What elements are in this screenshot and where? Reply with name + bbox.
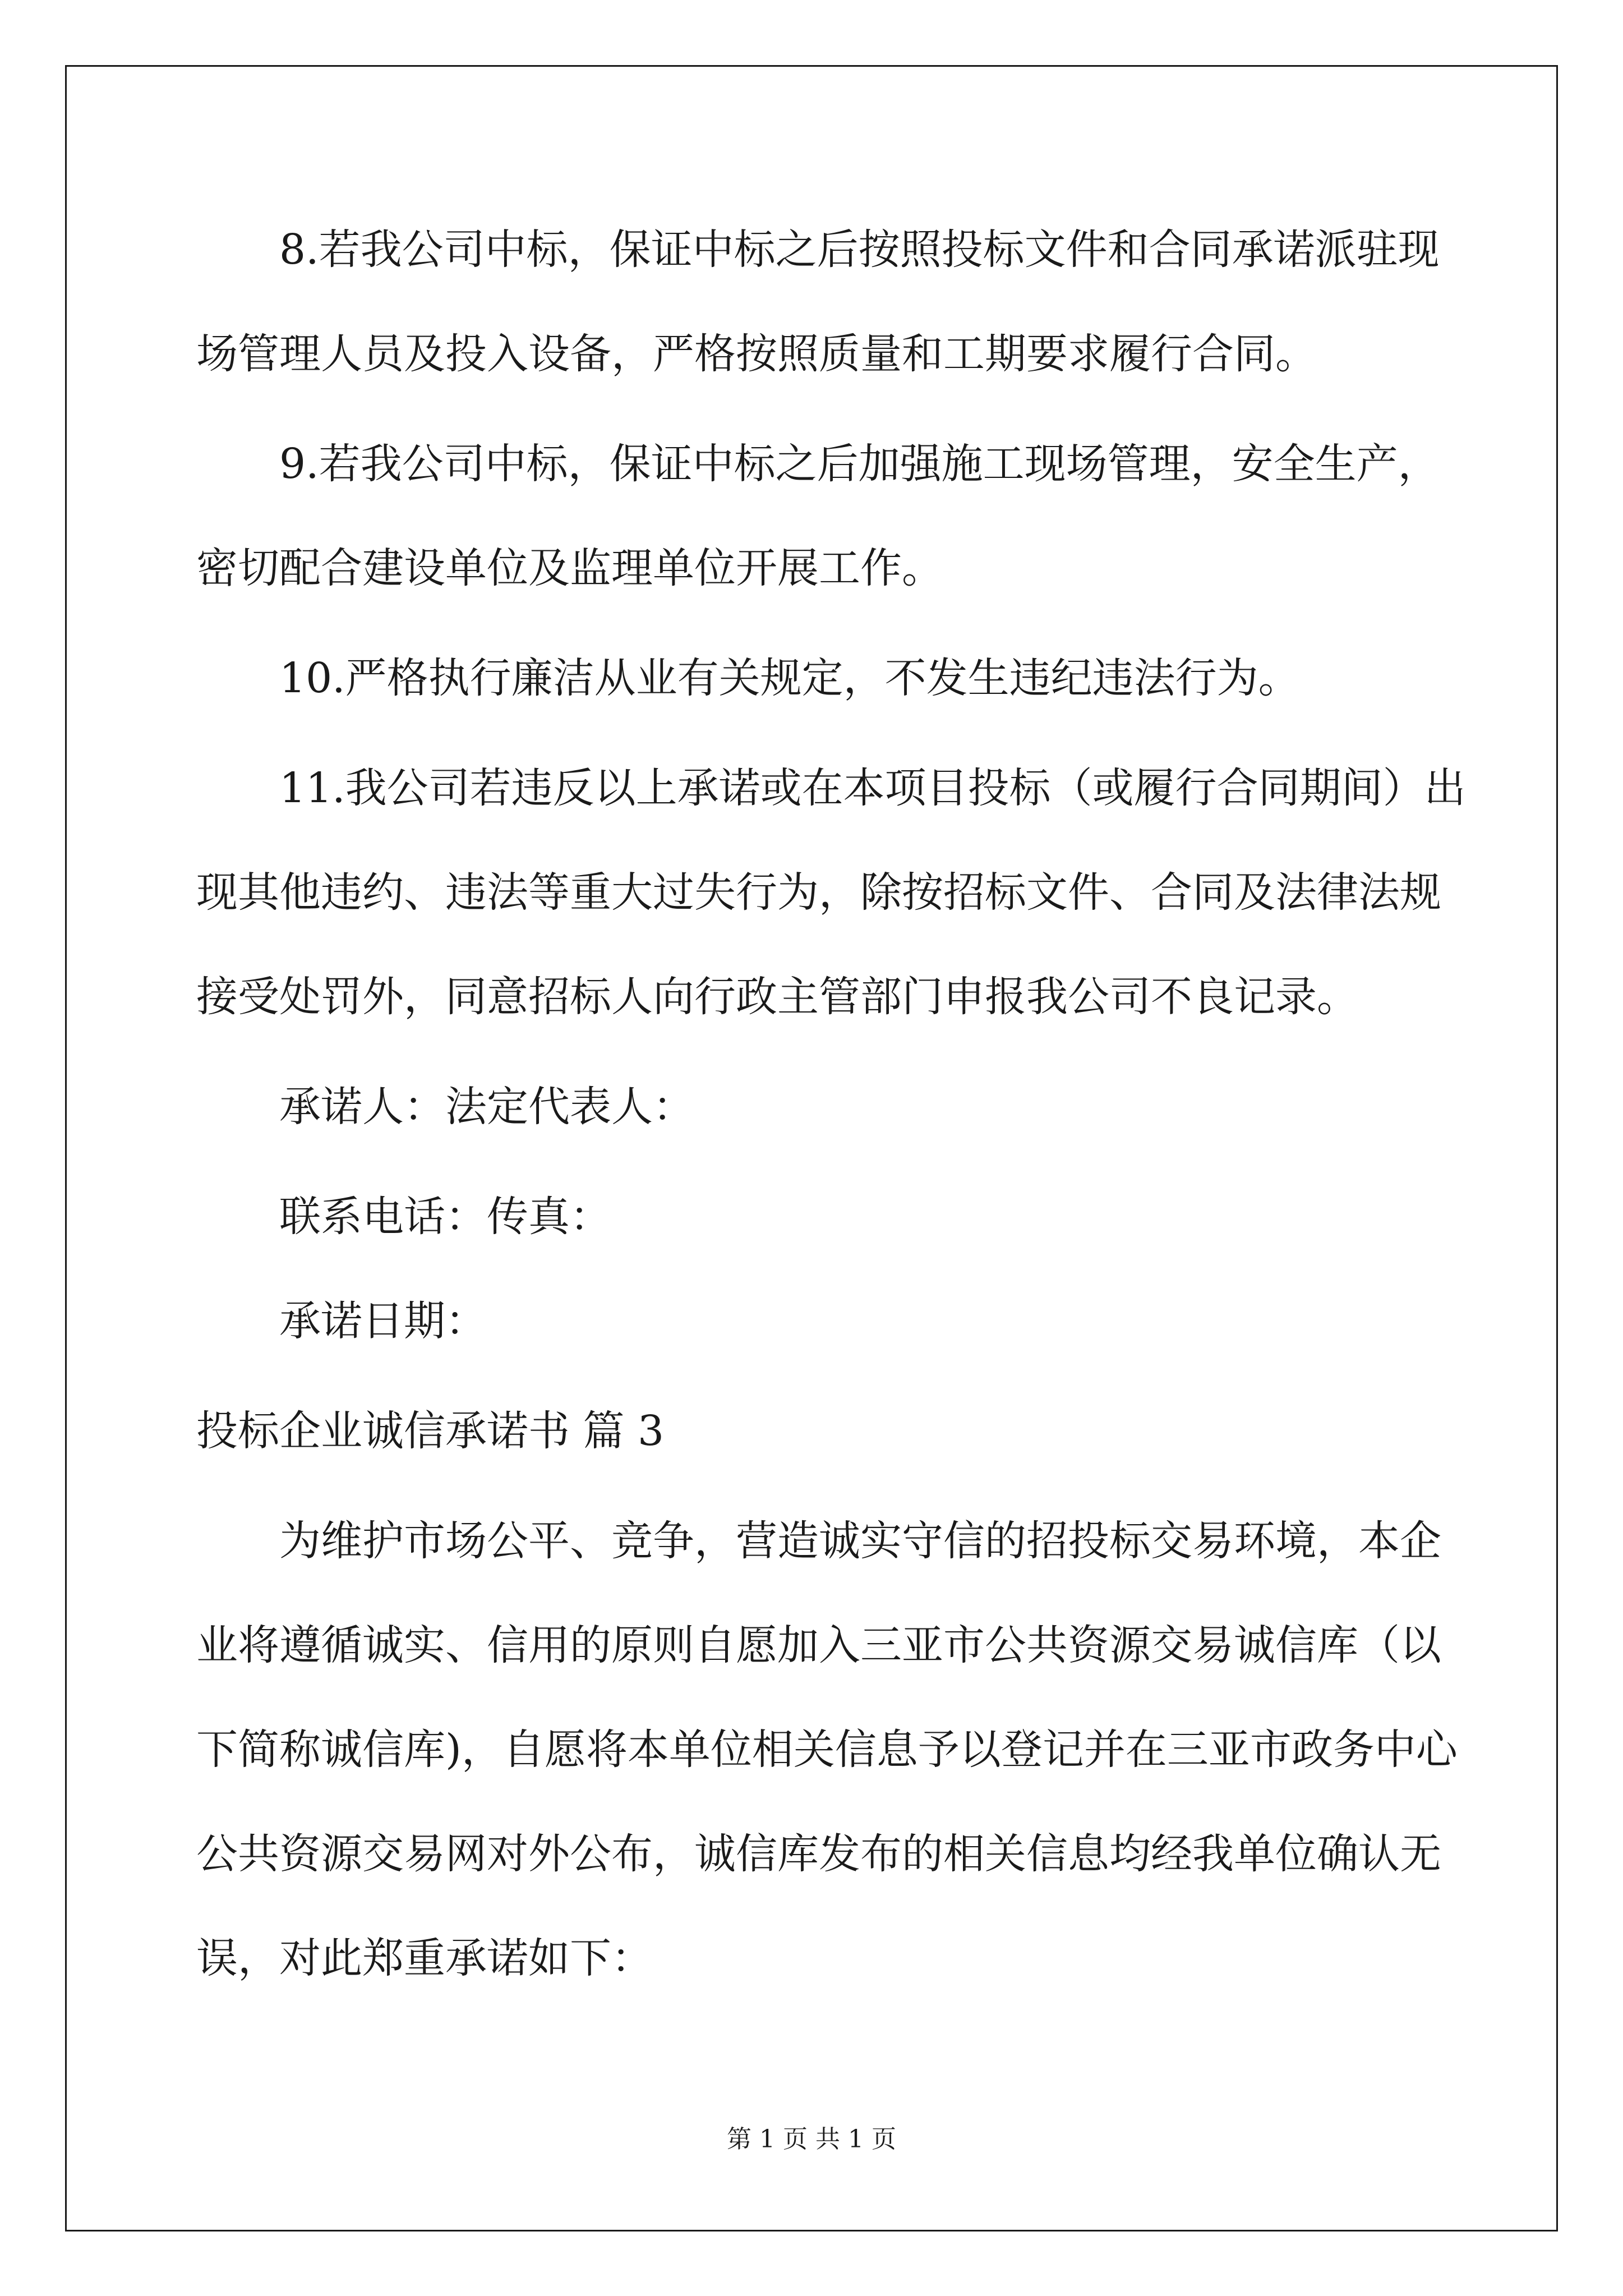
intro-line-3: 下简称诚信库)，自愿将本单位相关信息予以登记并在三亚市政务中心 bbox=[196, 1726, 1458, 1774]
paragraph-item-8-line-2: 场管理人员及投入设备，严格按照质量和工期要求履行合同。 bbox=[196, 330, 1317, 378]
paragraph-item-10-line-1: 10.严格执行廉洁从业有关规定，不发生违纪违法行为。 bbox=[279, 654, 1300, 702]
section-title: 投标企业诚信承诺书 篇 3 bbox=[196, 1407, 665, 1455]
contact-line: 联系电话：传真： bbox=[279, 1193, 611, 1241]
page-border bbox=[65, 65, 1558, 2231]
intro-line-4: 公共资源交易网对外公布，诚信库发布的相关信息均经我单位确认无 bbox=[196, 1830, 1441, 1878]
date-line: 承诺日期： bbox=[279, 1297, 487, 1345]
intro-line-1: 为维护市场公平、竞争，营造诚实守信的招投标交易环境，本企 bbox=[279, 1517, 1441, 1565]
promisor-line: 承诺人：法定代表人： bbox=[279, 1083, 694, 1131]
paragraph-item-11-line-3: 接受处罚外，同意招标人向行政主管部门申报我公司不良记录。 bbox=[196, 973, 1358, 1021]
paragraph-item-11-line-2: 现其他违约、违法等重大过失行为，除按招标文件、合同及法律法规 bbox=[196, 868, 1441, 917]
paragraph-item-11-line-1: 11.我公司若违反以上承诺或在本项目投标（或履行合同期间）出 bbox=[279, 764, 1466, 812]
intro-line-2: 业将遵循诚实、信用的原则自愿加入三亚市公共资源交易诚信库（以 bbox=[196, 1621, 1441, 1669]
paragraph-item-9-line-2: 密切配合建设单位及监理单位开展工作。 bbox=[196, 544, 943, 592]
paragraph-item-9-line-1: 9.若我公司中标，保证中标之后加强施工现场管理，安全生产， bbox=[279, 440, 1440, 488]
intro-line-5: 误，对此郑重承诺如下： bbox=[196, 1934, 653, 1982]
paragraph-item-8-line-1: 8.若我公司中标，保证中标之后按照投标文件和合同承诺派驻现 bbox=[279, 226, 1440, 274]
page-number-footer: 第 1 页 共 1 页 bbox=[727, 2125, 896, 2154]
